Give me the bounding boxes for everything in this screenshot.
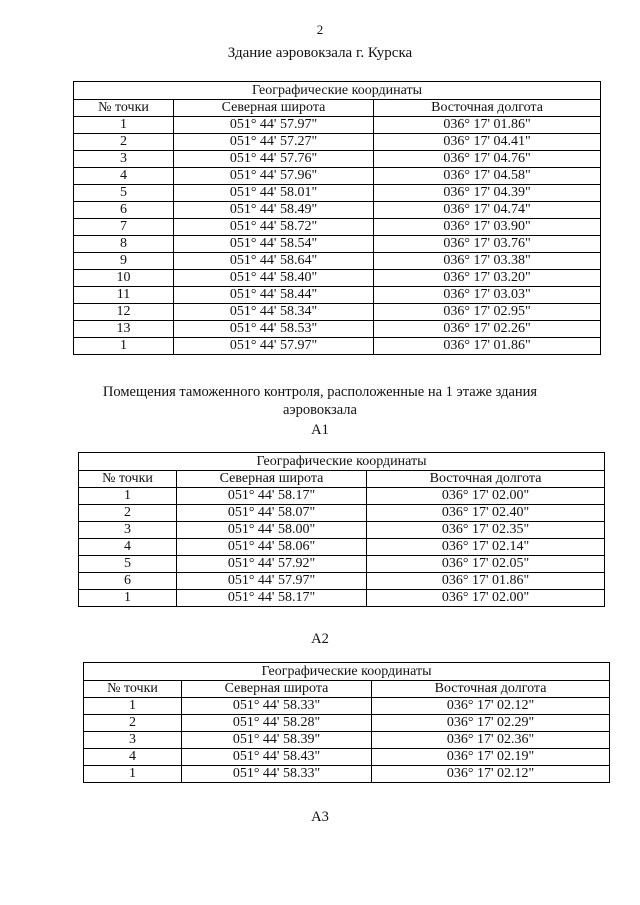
latitude-cell: 051° 44' 58.39" [182, 732, 372, 749]
group-header-row [79, 453, 605, 471]
latitude-cell: 051° 44' 58.64" [174, 253, 374, 270]
label-a3: А3 [311, 809, 329, 825]
point-number-cell: 5 [79, 556, 177, 573]
longitude-cell: 036° 17' 03.90" [374, 219, 601, 236]
longitude-cell: 036° 17' 02.12" [372, 766, 610, 783]
table-row [79, 539, 605, 556]
column-header-point: № точки [84, 681, 182, 698]
latitude-cell: 051° 44' 58.49" [174, 202, 374, 219]
column-header-row [79, 471, 605, 488]
table-row [74, 134, 601, 151]
coordinates-table-a1 [78, 452, 605, 607]
point-number-cell: 3 [84, 732, 182, 749]
table-row [84, 732, 610, 749]
longitude-cell: 036° 17' 02.40" [367, 505, 605, 522]
point-number-cell: 11 [74, 287, 174, 304]
point-number-cell: 1 [79, 590, 177, 607]
group-header-cell: Географические координаты [79, 453, 605, 471]
latitude-cell: 051° 44' 58.07" [177, 505, 367, 522]
table-row [79, 505, 605, 522]
longitude-cell: 036° 17' 04.74" [374, 202, 601, 219]
longitude-cell: 036° 17' 04.76" [374, 151, 601, 168]
latitude-cell: 051° 44' 57.76" [174, 151, 374, 168]
longitude-cell: 036° 17' 03.38" [374, 253, 601, 270]
table-row [74, 304, 601, 321]
label-a1: А1 [311, 422, 329, 438]
column-header-row [84, 681, 610, 698]
point-number-cell: 12 [74, 304, 174, 321]
table-row [74, 168, 601, 185]
point-number-cell: 13 [74, 321, 174, 338]
table-row [79, 590, 605, 607]
latitude-cell: 051° 44' 58.33" [182, 698, 372, 715]
latitude-cell: 051° 44' 58.06" [177, 539, 367, 556]
longitude-cell: 036° 17' 03.20" [374, 270, 601, 287]
section-title-line1: Помещения таможенного контроля, расположенные на 1 этаже здания [102, 384, 538, 400]
longitude-cell: 036° 17' 02.00" [367, 488, 605, 505]
latitude-cell: 051° 44' 58.43" [182, 749, 372, 766]
longitude-cell: 036° 17' 02.14" [367, 539, 605, 556]
latitude-cell: 051° 44' 58.17" [177, 488, 367, 505]
point-number-cell: 10 [74, 270, 174, 287]
point-number-cell: 3 [79, 522, 177, 539]
latitude-cell: 051° 44' 58.72" [174, 219, 374, 236]
latitude-cell: 051° 44' 58.28" [182, 715, 372, 732]
section-title-line2: аэровокзала [283, 402, 357, 418]
point-number-cell: 4 [84, 749, 182, 766]
column-header-row [74, 100, 601, 117]
point-number-cell: 9 [74, 253, 174, 270]
table-row [74, 219, 601, 236]
group-header-row [84, 663, 610, 681]
table-row [74, 287, 601, 304]
column-header-lon: Восточная долгота [372, 681, 610, 698]
point-number-cell: 7 [74, 219, 174, 236]
longitude-cell: 036° 17' 02.12" [372, 698, 610, 715]
table-row [74, 253, 601, 270]
table-row [74, 236, 601, 253]
table-row [84, 749, 610, 766]
point-number-cell: 1 [74, 338, 174, 355]
latitude-cell: 051° 44' 58.17" [177, 590, 367, 607]
latitude-cell: 051° 44' 57.92" [177, 556, 367, 573]
label-a2: А2 [311, 631, 329, 647]
page-number: 2 [316, 22, 324, 37]
latitude-cell: 051° 44' 58.53" [174, 321, 374, 338]
table-row [79, 556, 605, 573]
latitude-cell: 051° 44' 58.54" [174, 236, 374, 253]
column-header-point: № точки [79, 471, 177, 488]
longitude-cell: 036° 17' 04.39" [374, 185, 601, 202]
longitude-cell: 036° 17' 01.86" [374, 338, 601, 355]
latitude-cell: 051° 44' 57.97" [174, 338, 374, 355]
point-number-cell: 1 [79, 488, 177, 505]
point-number-cell: 1 [84, 766, 182, 783]
table-row [74, 185, 601, 202]
table-row [74, 270, 601, 287]
latitude-cell: 051° 44' 58.34" [174, 304, 374, 321]
longitude-cell: 036° 17' 02.35" [367, 522, 605, 539]
column-header-lat: Северная широта [177, 471, 367, 488]
coordinates-table-main [73, 81, 601, 355]
longitude-cell: 036° 17' 02.00" [367, 590, 605, 607]
latitude-cell: 051° 44' 57.97" [174, 117, 374, 134]
point-number-cell: 4 [79, 539, 177, 556]
latitude-cell: 051° 44' 58.44" [174, 287, 374, 304]
table-row [74, 202, 601, 219]
latitude-cell: 051° 44' 58.33" [182, 766, 372, 783]
table-row [84, 715, 610, 732]
point-number-cell: 1 [84, 698, 182, 715]
table-row [79, 488, 605, 505]
longitude-cell: 036° 17' 02.36" [372, 732, 610, 749]
table-row [74, 117, 601, 134]
longitude-cell: 036° 17' 02.05" [367, 556, 605, 573]
longitude-cell: 036° 17' 02.95" [374, 304, 601, 321]
table-row [79, 522, 605, 539]
column-header-point: № точки [74, 100, 174, 117]
column-header-lat: Северная широта [182, 681, 372, 698]
latitude-cell: 051° 44' 57.27" [174, 134, 374, 151]
point-number-cell: 4 [74, 168, 174, 185]
group-header-cell: Географические координаты [74, 82, 601, 100]
table-row [84, 698, 610, 715]
latitude-cell: 051° 44' 58.40" [174, 270, 374, 287]
group-header-cell: Географические координаты [84, 663, 610, 681]
longitude-cell: 036° 17' 03.03" [374, 287, 601, 304]
latitude-cell: 051° 44' 58.01" [174, 185, 374, 202]
longitude-cell: 036° 17' 03.76" [374, 236, 601, 253]
latitude-cell: 051° 44' 57.96" [174, 168, 374, 185]
table-row [84, 766, 610, 783]
point-number-cell: 1 [74, 117, 174, 134]
table-row [79, 573, 605, 590]
table-row [74, 321, 601, 338]
longitude-cell: 036° 17' 01.86" [367, 573, 605, 590]
longitude-cell: 036° 17' 02.19" [372, 749, 610, 766]
column-header-lon: Восточная долгота [374, 100, 601, 117]
point-number-cell: 6 [74, 202, 174, 219]
point-number-cell: 6 [79, 573, 177, 590]
point-number-cell: 2 [79, 505, 177, 522]
longitude-cell: 036° 17' 04.41" [374, 134, 601, 151]
table-row [74, 338, 601, 355]
coordinates-table-a2 [83, 662, 610, 783]
latitude-cell: 051° 44' 57.97" [177, 573, 367, 590]
longitude-cell: 036° 17' 02.26" [374, 321, 601, 338]
point-number-cell: 2 [84, 715, 182, 732]
longitude-cell: 036° 17' 01.86" [374, 117, 601, 134]
point-number-cell: 5 [74, 185, 174, 202]
column-header-lon: Восточная долгота [367, 471, 605, 488]
column-header-lat: Северная широта [174, 100, 374, 117]
point-number-cell: 2 [74, 134, 174, 151]
point-number-cell: 8 [74, 236, 174, 253]
table-row [74, 151, 601, 168]
longitude-cell: 036° 17' 02.29" [372, 715, 610, 732]
point-number-cell: 3 [74, 151, 174, 168]
latitude-cell: 051° 44' 58.00" [177, 522, 367, 539]
longitude-cell: 036° 17' 04.58" [374, 168, 601, 185]
document-title: Здание аэровокзала г. Курска [227, 45, 413, 61]
group-header-row [74, 82, 601, 100]
